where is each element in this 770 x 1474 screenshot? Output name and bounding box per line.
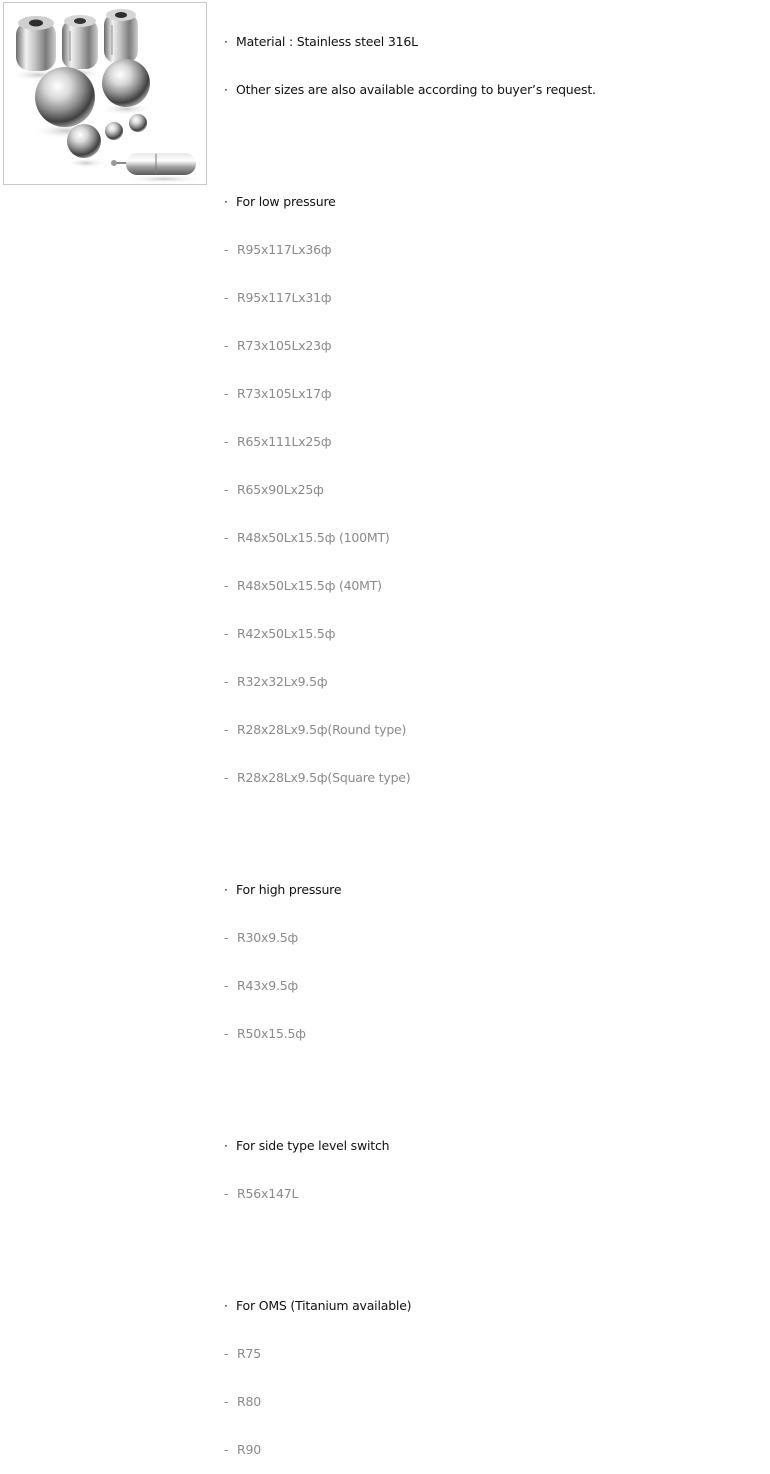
dash-icon: - (224, 1346, 229, 1361)
list-item (224, 338, 764, 354)
high-pressure-heading (224, 882, 764, 898)
section-heading: For side type level switch (236, 1138, 390, 1153)
item-text: R80 (237, 1394, 261, 1409)
dash-icon: - (224, 290, 229, 305)
item-text: R32x32Lx9.5ф (237, 674, 328, 689)
list-item (224, 770, 764, 786)
dash-icon: - (224, 722, 229, 737)
item-text: R30x9.5ф (237, 930, 298, 945)
side-type-heading (224, 1138, 764, 1154)
section-heading: For low pressure (236, 194, 336, 209)
item-text: R42x50Lx15.5ф (237, 626, 336, 641)
bullet-icon: · (224, 82, 228, 97)
dash-icon: - (224, 578, 229, 593)
list-item (224, 386, 764, 402)
product-photo (3, 2, 207, 185)
dash-icon: - (224, 242, 229, 257)
spec-list (224, 2, 764, 1474)
item-text: R48x50Lx15.5ф (100MT) (237, 530, 390, 545)
list-item (224, 626, 764, 642)
dash-icon: - (224, 978, 229, 993)
section-heading: For OMS (Titanium available) (236, 1298, 412, 1313)
list-item (224, 1442, 764, 1458)
material-line (224, 34, 764, 50)
dash-icon: - (224, 1442, 229, 1457)
spacer (224, 1074, 764, 1090)
spacer (224, 818, 764, 834)
low-pressure-heading (224, 194, 764, 210)
list-item (224, 1394, 764, 1410)
item-text: R50x15.5ф (237, 1026, 306, 1041)
list-item (224, 674, 764, 690)
dash-icon: - (224, 482, 229, 497)
other-sizes-text: Other sizes are also available according to buyer’s request. (236, 82, 596, 97)
item-text: R28x28Lx9.5ф(Round type) (237, 722, 407, 737)
list-item (224, 578, 764, 594)
list-item (224, 482, 764, 498)
item-text: R75 (237, 1346, 261, 1361)
bullet-icon: · (224, 1298, 228, 1313)
material-text: Material : Stainless steel 316L (236, 34, 418, 49)
item-text: R56x147L (237, 1186, 299, 1201)
item-text: R65x111Lx25ф (237, 434, 332, 449)
oms-heading (224, 1298, 764, 1314)
bullet-icon: · (224, 34, 228, 49)
dash-icon: - (224, 1026, 229, 1041)
list-item (224, 1346, 764, 1362)
item-text: R95x117Lx36ф (237, 242, 332, 257)
dash-icon: - (224, 930, 229, 945)
dash-icon: - (224, 1394, 229, 1409)
list-item (224, 434, 764, 450)
dash-icon: - (224, 674, 229, 689)
item-text: R43x9.5ф (237, 978, 298, 993)
dash-icon: - (224, 1186, 229, 1201)
item-text: R90 (237, 1442, 261, 1457)
list-item (224, 242, 764, 258)
other-sizes-line (224, 82, 764, 98)
spacer (224, 1234, 764, 1250)
item-text: R95x117Lx31ф (237, 290, 332, 305)
section-heading: For high pressure (236, 882, 342, 897)
list-item (224, 1186, 764, 1202)
list-item (224, 978, 764, 994)
dash-icon: - (224, 626, 229, 641)
bullet-icon: · (224, 1138, 228, 1153)
spacer (224, 130, 764, 146)
item-text: R73x105Lx23ф (237, 338, 332, 353)
dash-icon: - (224, 530, 229, 545)
list-item (224, 1026, 764, 1042)
item-text: R65x90Lx25ф (237, 482, 324, 497)
item-text: R48x50Lx15.5ф (40MT) (237, 578, 382, 593)
bullet-icon: · (224, 882, 228, 897)
item-text: R73x105Lx17ф (237, 386, 332, 401)
dash-icon: - (224, 386, 229, 401)
list-item (224, 722, 764, 738)
list-item (224, 290, 764, 306)
dash-icon: - (224, 770, 229, 785)
dash-icon: - (224, 434, 229, 449)
bullet-icon: · (224, 194, 228, 209)
item-text: R28x28Lx9.5ф(Square type) (237, 770, 411, 785)
dash-icon: - (224, 338, 229, 353)
list-item (224, 530, 764, 546)
list-item (224, 930, 764, 946)
float-balls-photo-icon (4, 3, 206, 184)
